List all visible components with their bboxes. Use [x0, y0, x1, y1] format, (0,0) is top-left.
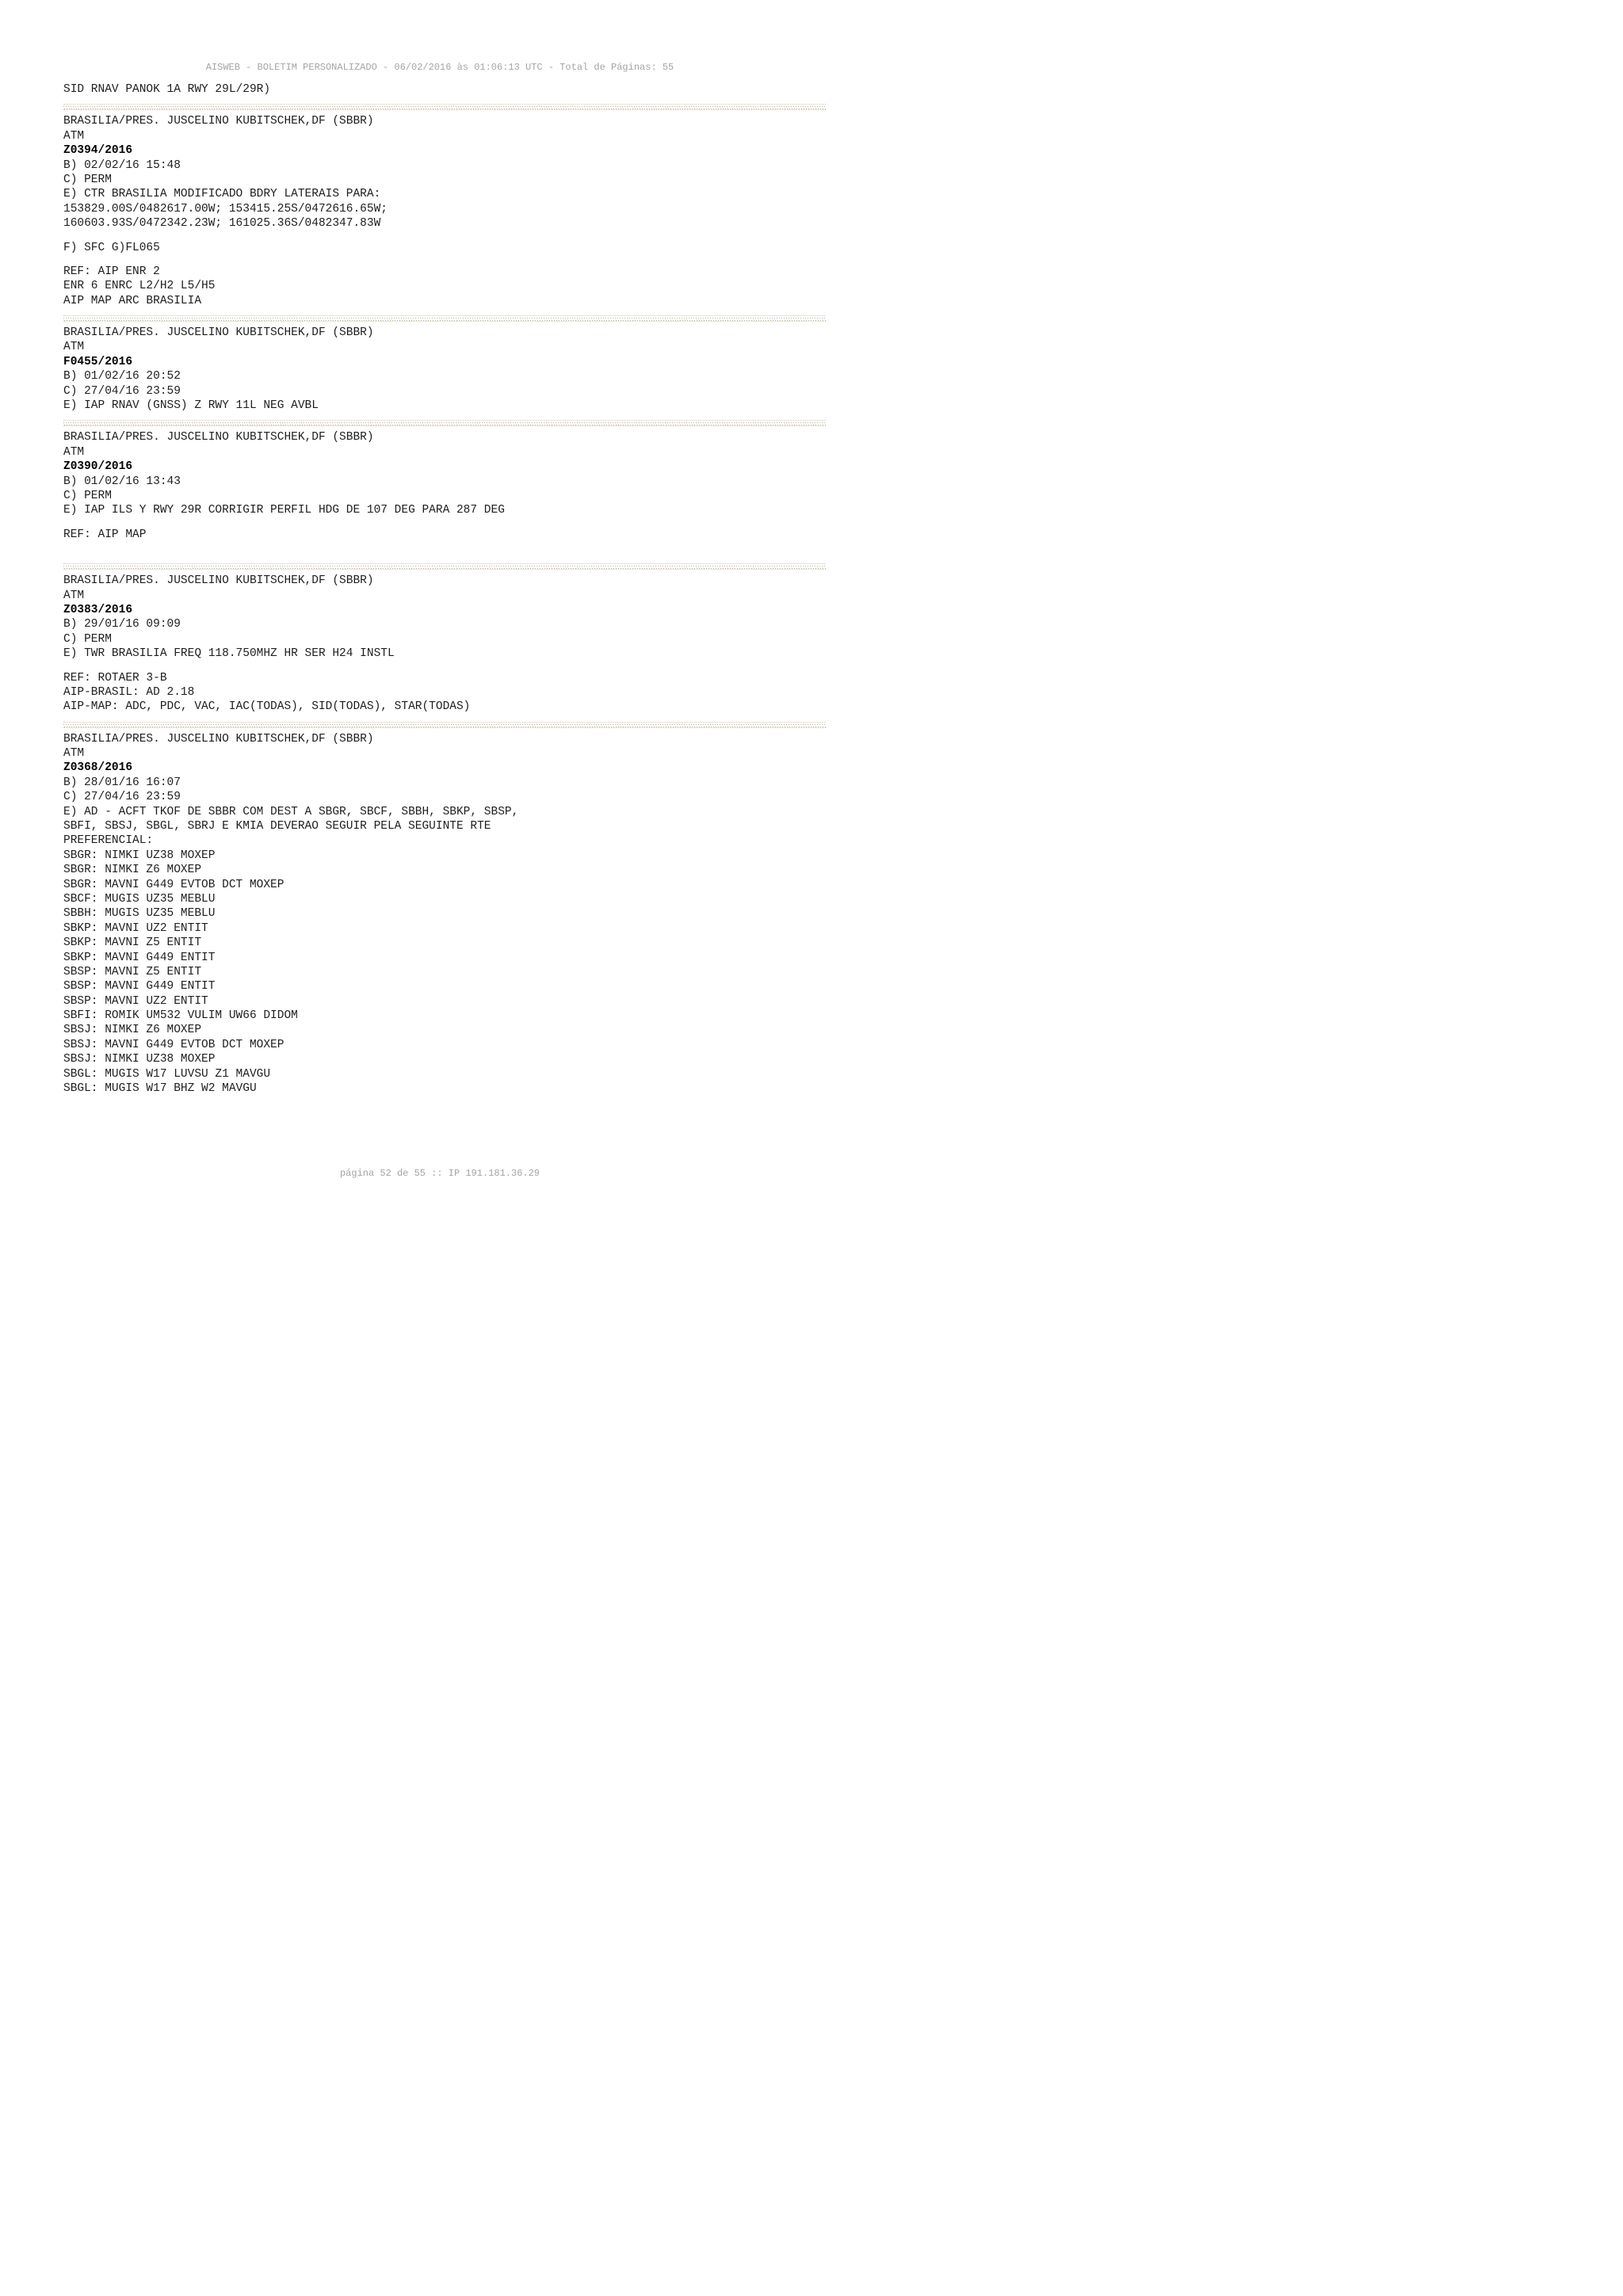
- route-line: SBSP: MAVNI G449 ENTIT: [63, 980, 216, 994]
- route-line: SBGL: MUGIS W17 LUVSU Z1 MAVGU: [63, 1067, 271, 1081]
- separator: [63, 420, 826, 426]
- route-line: SBGR: NIMKI Z6 MOXEP: [63, 864, 202, 877]
- notam-entry: [63, 114, 826, 308]
- notam-limits: F) SFC G)FL065: [63, 241, 160, 254]
- notam-id: F0455/2016: [63, 355, 133, 368]
- route-line: SBGR: MAVNI G449 EVTOB DCT MOXEP: [63, 878, 285, 891]
- separator: [63, 315, 826, 322]
- route-line: SBKP: MAVNI G449 ENTIT: [63, 951, 216, 964]
- notam-start: B) 02/02/16 15:48: [63, 158, 181, 172]
- route-line: SBSP: MAVNI UZ2 ENTIT: [63, 994, 208, 1008]
- route-line: SBCF: MUGIS UZ35 MEBLU: [63, 892, 216, 906]
- notam-text-line: E) CTR BRASILIA MODIFICADO BDRY LATERAIS PARA:: [63, 188, 381, 201]
- notam-ref-line: AIP-BRASIL: AD 2.18: [63, 685, 195, 699]
- notam-entry: [63, 574, 826, 715]
- notam-text-line: 153829.00S/0482617.00W; 153415.25S/0472616.65W;: [63, 202, 388, 215]
- route-line: SBSJ: MAVNI G449 EVTOB DCT MOXEP: [63, 1038, 285, 1051]
- separator: [63, 104, 826, 110]
- notam-end: C) PERM: [63, 173, 112, 186]
- separator: [63, 722, 826, 728]
- route-line: SBFI: ROMIK UM532 VULIM UW66 DIDOM: [63, 1009, 298, 1023]
- notam-category: ATM: [63, 747, 85, 761]
- notam-location: BRASILIA/PRES. JUSCELINO KUBITSCHEK,DF (SBBR): [63, 115, 374, 128]
- notam-text-line: E) TWR BRASILIA FREQ 118.750MHZ HR SER H24 INSTL: [63, 647, 395, 661]
- notam-ref-line: REF: AIP ENR 2: [63, 265, 160, 278]
- route-line: SBKP: MAVNI UZ2 ENTIT: [63, 921, 208, 935]
- route-line: SBSP: MAVNI Z5 ENTIT: [63, 965, 202, 978]
- notam-start: B) 29/01/16 09:09: [63, 618, 181, 631]
- page-footer: página 52 de 55 :: IP 191.181.36.29: [339, 1168, 540, 1179]
- notam-end: C) 27/04/16 23:59: [63, 791, 181, 804]
- notam-end: C) PERM: [63, 489, 112, 502]
- bulletin-content: [63, 82, 826, 1096]
- notam-end: C) PERM: [63, 632, 112, 646]
- page-header: AISWEB - BOLETIM PERSONALIZADO - 06/02/2016 às 01:06:13 UTC - Total de Páginas: 55: [205, 62, 674, 73]
- route-line: SBGL: MUGIS W17 BHZ W2 MAVGU: [63, 1082, 257, 1096]
- notam-category: ATM: [63, 445, 85, 459]
- notam-text-line: E) IAP RNAV (GNSS) Z RWY 11L NEG AVBL: [63, 399, 319, 413]
- notam-ref-line: REF: ROTAER 3-B: [63, 671, 167, 685]
- notam-location: BRASILIA/PRES. JUSCELINO KUBITSCHEK,DF (SBBR): [63, 574, 374, 588]
- notam-start: B) 01/02/16 20:52: [63, 370, 181, 383]
- notam-ref-line: AIP-MAP: ADC, PDC, VAC, IAC(TODAS), SID(TODAS), STAR(TODAS): [63, 700, 471, 714]
- route-line: SBSJ: NIMKI UZ38 MOXEP: [63, 1053, 216, 1066]
- notam-text-line: PREFERENCIAL:: [63, 834, 154, 848]
- notam-category: ATM: [63, 589, 85, 602]
- notam-id: Z0383/2016: [63, 603, 133, 616]
- notam-start: B) 01/02/16 13:43: [63, 475, 181, 488]
- notam-id: Z0368/2016: [63, 761, 133, 775]
- notam-category: ATM: [63, 129, 85, 143]
- route-line: SBKP: MAVNI Z5 ENTIT: [63, 936, 202, 950]
- notam-text-line: SBFI, SBSJ, SBGL, SBRJ E KMIA DEVERAO SEGUIR PELA SEGUINTE RTE: [63, 820, 491, 833]
- separator: [63, 563, 826, 570]
- notam-ref-line: ENR 6 ENRC L2/H2 L5/H5: [63, 280, 216, 293]
- notam-ref-line: AIP MAP ARC BRASILIA: [63, 294, 202, 307]
- notam-location: BRASILIA/PRES. JUSCELINO KUBITSCHEK,DF (SBBR): [63, 326, 374, 340]
- route-line: SBBH: MUGIS UZ35 MEBLU: [63, 907, 216, 921]
- notam-id: Z0390/2016: [63, 460, 133, 474]
- notam-start: B) 28/01/16 16:07: [63, 776, 181, 789]
- notam-end: C) 27/04/16 23:59: [63, 384, 181, 398]
- notam-route-list: [63, 805, 826, 1097]
- notam-text-line: E) AD - ACFT TKOF DE SBBR COM DEST A SBGR, SBCF, SBBH, SBKP, SBSP,: [63, 805, 519, 818]
- route-line: SBSJ: NIMKI Z6 MOXEP: [63, 1024, 202, 1037]
- carryover-line: SID RNAV PANOK 1A RWY 29L/29R): [63, 83, 271, 96]
- route-line: SBGR: NIMKI UZ38 MOXEP: [63, 849, 216, 862]
- notam-ref-line: REF: AIP MAP: [63, 528, 147, 541]
- notam-location: BRASILIA/PRES. JUSCELINO KUBITSCHEK,DF (SBBR): [63, 732, 374, 746]
- notam-entry: [63, 430, 826, 556]
- notam-id: Z0394/2016: [63, 144, 133, 158]
- notam-location: BRASILIA/PRES. JUSCELINO KUBITSCHEK,DF (SBBR): [63, 431, 374, 444]
- notam-entry: [63, 732, 826, 1097]
- notam-entry: [63, 326, 826, 413]
- notam-text-line: 160603.93S/0472342.23W; 161025.36S/0482347.83W: [63, 217, 381, 231]
- notam-category: ATM: [63, 341, 85, 354]
- notam-text-line: E) IAP ILS Y RWY 29R CORRIGIR PERFIL HDG DE 107 DEG PARA 287 DEG: [63, 504, 505, 517]
